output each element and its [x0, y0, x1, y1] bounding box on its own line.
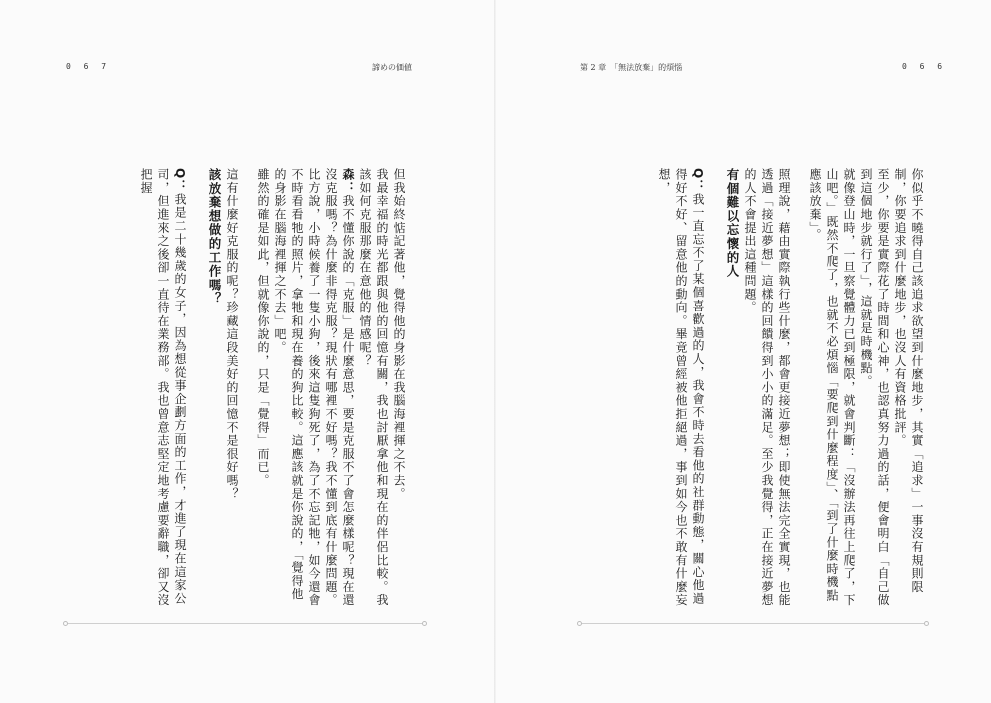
paragraph: 雖然的確是如此，但就像你說的，只是「覺得」而已。: [256, 168, 270, 488]
body-text: [137, 168, 407, 608]
left-page: [0, 0, 495, 703]
footer-rule: [580, 623, 926, 624]
paragraph: 但我始終惦記著他，覺得他的身影在我腦海裡揮之不去。: [392, 168, 406, 501]
paragraph: 森：我不懂你說的「克服」是什麼意思，要是克服不了會怎麼樣呢？現在還沒克服嗎？為什麼非得克服？現狀有哪裡不好嗎？我不懂到底有什麼問題。: [324, 168, 355, 607]
paragraph: 這有什麼好克服的呢？珍藏這段美好的回憶不是很好嗎？: [225, 168, 239, 501]
speaker-label: Q：: [173, 168, 187, 193]
speaker-label: Q：: [691, 168, 705, 193]
footer-rule: [66, 623, 424, 624]
speaker-label: 森：: [341, 168, 355, 195]
paragraph: 比方說，小時候養了一隻小狗，後來這隻狗死了，為了不忘記牠，如今還會不時看看牠的照片，拿牠和現在養的狗比較。這應該就是你說的，「覺得他的身影在腦海裡揮之不去」吧。: [273, 168, 321, 607]
section-heading: 該放棄想做的工作嗎？: [207, 168, 222, 306]
paragraph: 就像登山時，一旦察覺體力已到極限，就會判斷：「沒辦法再往上爬了，下山吧。」既然不爬了，也就不必煩惱「要爬到什麼程度」、「到了什麼時機點應該放棄」。: [808, 168, 856, 607]
body-text: [655, 168, 925, 608]
page-number: 0 6 6: [902, 62, 947, 71]
right-page: [496, 0, 991, 703]
running-header: 諦めの価値: [372, 63, 412, 72]
section-heading: 有個難以忘懷的人: [725, 168, 740, 279]
paragraph: 你似乎不曉得自己該追求欲望到什麼地步，其實「追求」一事沒有規則限制，你要追求到什麼地步，也沒人有資格批評。: [893, 168, 924, 594]
question-paragraph: Q：我是二十幾歲的女子，因為想從事企劃方面的工作，才進了現在這家公司，但進來之後卻一直待在業務部。我也曾意志堅定地考慮要辭職，卻又沒把握: [139, 168, 187, 607]
page-number: 0 6 7: [66, 62, 111, 71]
paragraph: 至少，你要是實際花了時間和心神，也認真努力過的話，便會明白「自己做到這個地步就行了」，這就是時機點。: [859, 168, 890, 607]
paragraph: 我最幸福的時光都跟與他的回憶有關，我也討厭拿他和現在的伴侶比較。我該如何克服那麼在意他的情感呢？: [358, 168, 389, 607]
paragraph: 照理說，藉由實際執行些什麼，都會更接近夢想；即使無法完全實現，也能透過「接近夢想」這樣的回饋得到小小的滿足。至少我覺得，正在接近夢想的人不會提出這種問題。: [743, 168, 791, 607]
question-paragraph: Q：我一直忘不了某個喜歡過的人，我會不時去看他的社群動態，關心他過得好不好、留意他的動向。畢竟曾經被他拒絕過，事到如今也不敢有什麼妄想，: [657, 168, 705, 607]
running-header: 第 2 章 「無法放棄」的煩惱: [580, 63, 683, 72]
